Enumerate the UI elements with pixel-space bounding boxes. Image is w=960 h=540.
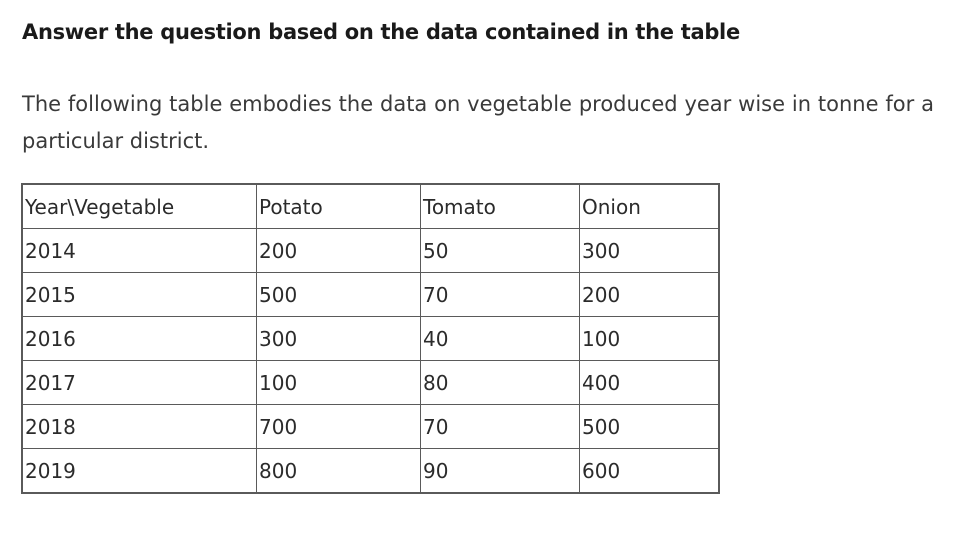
table-row [23,405,719,449]
header-tomato: Tomato [421,185,580,229]
cell-potato: 300 [257,317,421,361]
table-row [23,273,719,317]
cell-onion: 500 [580,405,719,449]
cell-year: 2016 [23,317,257,361]
table-row [23,361,719,405]
cell-onion: 200 [580,273,719,317]
cell-potato: 800 [257,449,421,493]
cell-potato: 700 [257,405,421,449]
header-year-vegetable: Year\Vegetable [23,185,257,229]
cell-year: 2014 [23,229,257,273]
cell-tomato: 40 [421,317,580,361]
vegetable-production-table [22,184,719,493]
cell-year: 2015 [23,273,257,317]
cell-onion: 600 [580,449,719,493]
cell-potato: 200 [257,229,421,273]
cell-onion: 400 [580,361,719,405]
cell-year: 2018 [23,405,257,449]
cell-year: 2017 [23,361,257,405]
question-heading: Answer the question based on the data contained in the table [22,20,740,44]
header-potato: Potato [257,185,421,229]
table-row [23,229,719,273]
intro-paragraph: The following table embodies the data on vegetable produced year wise in tonne for a particular district. [22,92,934,153]
cell-potato: 500 [257,273,421,317]
cell-year: 2019 [23,449,257,493]
table-header-row [23,185,719,229]
cell-onion: 300 [580,229,719,273]
cell-potato: 100 [257,361,421,405]
cell-tomato: 80 [421,361,580,405]
cell-tomato: 70 [421,273,580,317]
table-row [23,317,719,361]
cell-onion: 100 [580,317,719,361]
cell-tomato: 70 [421,405,580,449]
cell-tomato: 90 [421,449,580,493]
table-row [23,449,719,493]
header-onion: Onion [580,185,719,229]
cell-tomato: 50 [421,229,580,273]
